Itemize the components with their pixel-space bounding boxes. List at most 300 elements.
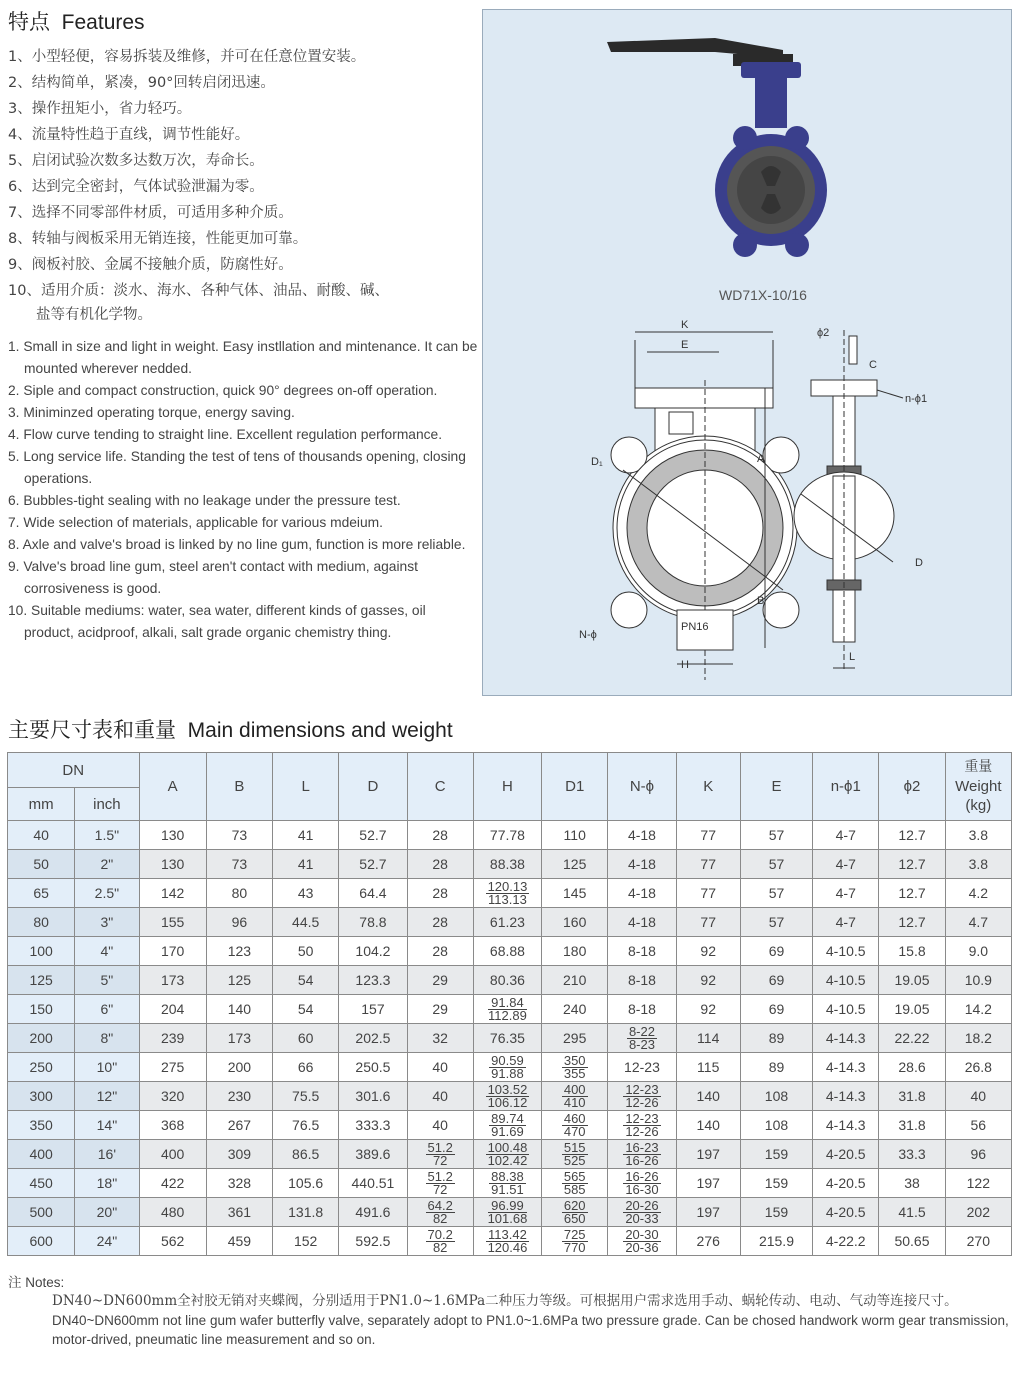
stacked-value bbox=[562, 1081, 588, 1110]
dim-h-label: H bbox=[681, 659, 689, 671]
cell-d: 301.6 bbox=[339, 1082, 407, 1111]
feature-cn-item: 7、选择不同零部件材质，可适用多种介质。 bbox=[8, 205, 293, 221]
dim-d1-label: D₁ bbox=[591, 456, 603, 468]
cell-l: 66 bbox=[273, 1053, 339, 1082]
cell-dn-mm: 50 bbox=[8, 850, 75, 879]
cell-n-phi1: 4-7 bbox=[813, 879, 879, 908]
stacked-value bbox=[623, 1110, 660, 1139]
cell-weight: 14.2 bbox=[945, 995, 1011, 1024]
feature-cn-item: 8、转轴与阀板采用无销连接，性能更加可靠。 bbox=[8, 231, 308, 247]
cell-k: 276 bbox=[676, 1227, 740, 1256]
cell-a: 400 bbox=[139, 1140, 206, 1169]
cell-weight: 96 bbox=[945, 1140, 1011, 1169]
cell-k: 197 bbox=[676, 1198, 740, 1227]
cell-h bbox=[473, 1053, 541, 1082]
cell-n-phi1: 4-7 bbox=[813, 908, 879, 937]
dim-e-label: E bbox=[681, 339, 689, 351]
stacked-value-bottom: 20-36 bbox=[625, 1239, 659, 1255]
cell-n-phi bbox=[608, 1140, 676, 1169]
dim-phi2-label: ϕ2 bbox=[817, 327, 830, 339]
header-inch: inch bbox=[75, 788, 139, 821]
stacked-value-bottom: 91.88 bbox=[491, 1065, 524, 1081]
cell-c bbox=[407, 1140, 473, 1169]
dimensions-title-cn: 主要尺寸表和重量 bbox=[8, 718, 176, 742]
dim-c-label: C bbox=[869, 359, 877, 371]
cell-dn-inch: 3" bbox=[75, 908, 139, 937]
cell-dn-inch: 2.5" bbox=[75, 879, 139, 908]
stacked-value bbox=[562, 1139, 588, 1168]
cell-d1: 110 bbox=[542, 821, 608, 850]
stacked-value-bottom: 72 bbox=[432, 1152, 448, 1168]
cell-dn-inch: 24" bbox=[75, 1227, 139, 1256]
cell-dn-mm: 600 bbox=[8, 1227, 75, 1256]
cell-dn-mm: 40 bbox=[8, 821, 75, 850]
cell-d1: 295 bbox=[542, 1024, 608, 1053]
cell-dn-mm: 500 bbox=[8, 1198, 75, 1227]
cell-n-phi: 4-18 bbox=[608, 850, 676, 879]
stacked-value-top: 12-23 bbox=[625, 1081, 659, 1097]
feature-cn-item-continuation: 盐等有机化学物。 bbox=[36, 307, 152, 323]
dimensions-title bbox=[8, 714, 453, 744]
feature-en-item: 6. Bubbles-tight sealing with no leakage under the pressure test. bbox=[8, 493, 401, 508]
stacked-value-bottom: 101.68 bbox=[487, 1210, 528, 1226]
cell-h: 80.36 bbox=[473, 966, 541, 995]
feature-en-item: 8. Axle and valve's broad is linked by no line gum, function is more reliable. bbox=[8, 537, 466, 552]
feature-en-item: 2. Siple and compact construction, quick 90° degrees on-off operation. bbox=[8, 383, 438, 398]
side-view-drawing bbox=[794, 330, 903, 670]
cell-a: 130 bbox=[139, 850, 206, 879]
feature-en-item: 5. Long service life. Standing the test of tens of thousands opening, closing operations. bbox=[8, 449, 466, 486]
cell-n-phi1: 4-7 bbox=[813, 850, 879, 879]
pn16-label: PN16 bbox=[681, 621, 709, 633]
cell-c: 40 bbox=[407, 1053, 473, 1082]
dim-n-phi-label: N-ϕ bbox=[579, 629, 597, 641]
stacked-value-top: 725 bbox=[563, 1226, 586, 1242]
dim-l-label: L bbox=[849, 651, 856, 663]
stacked-value bbox=[623, 1139, 660, 1168]
table-row bbox=[8, 1082, 1012, 1111]
cell-b: 73 bbox=[206, 850, 272, 879]
cell-phi2: 50.65 bbox=[879, 1227, 945, 1256]
cell-c: 28 bbox=[407, 937, 473, 966]
stacked-value bbox=[562, 1197, 588, 1226]
cell-n-phi bbox=[608, 1024, 676, 1053]
stacked-value bbox=[486, 1226, 529, 1255]
cell-a: 130 bbox=[139, 821, 206, 850]
feature-en-item: 10. Suitable mediums: water, sea water, different kinds of gasses, oil product, acidproof, alkali, salt grade organic chemistry thing. bbox=[8, 603, 426, 640]
cell-n-phi1: 4-10.5 bbox=[813, 966, 879, 995]
cell-n-phi1: 4-14.3 bbox=[813, 1024, 879, 1053]
cell-c bbox=[407, 1227, 473, 1256]
stacked-value-top: 113.42 bbox=[488, 1226, 527, 1242]
feature-en-item: 3. Miniminzed operating torque, energy saving. bbox=[8, 405, 295, 420]
feature-cn-item: 10、适用介质：淡水、海水、各种气体、油品、耐酸、碱、 bbox=[8, 283, 389, 299]
feature-cn-item: 2、结构简单，紧凑，90°回转启闭迅速。 bbox=[8, 75, 275, 91]
cell-weight: 3.8 bbox=[945, 821, 1011, 850]
cell-dn-mm: 125 bbox=[8, 966, 75, 995]
cell-phi2: 41.5 bbox=[879, 1198, 945, 1227]
stacked-value bbox=[489, 1168, 526, 1197]
cell-weight: 3.8 bbox=[945, 850, 1011, 879]
cell-n-phi1: 4-20.5 bbox=[813, 1198, 879, 1227]
cell-phi2: 12.7 bbox=[879, 879, 945, 908]
stacked-value bbox=[562, 1110, 588, 1139]
header-weight bbox=[945, 753, 1011, 821]
cell-d: 104.2 bbox=[339, 937, 407, 966]
table-row bbox=[8, 1198, 1012, 1227]
cell-dn-mm: 200 bbox=[8, 1024, 75, 1053]
cell-n-phi: 12-23 bbox=[608, 1053, 676, 1082]
cell-b: 173 bbox=[206, 1024, 272, 1053]
stacked-value-bottom: 102.42 bbox=[487, 1152, 528, 1168]
stacked-value-top: 350 bbox=[563, 1052, 586, 1068]
stacked-value bbox=[487, 1197, 528, 1226]
cell-d1: 160 bbox=[542, 908, 608, 937]
cell-b: 361 bbox=[206, 1198, 272, 1227]
cell-h bbox=[473, 879, 541, 908]
feature-cn-item: 6、达到完全密封，气体试验泄漏为零。 bbox=[8, 179, 264, 195]
stacked-value bbox=[426, 1226, 455, 1255]
cell-e: 57 bbox=[740, 850, 812, 879]
cell-l: 41 bbox=[273, 821, 339, 850]
cell-d: 52.7 bbox=[339, 821, 407, 850]
dimensions-table-body bbox=[8, 821, 1012, 1256]
cell-e: 89 bbox=[740, 1053, 812, 1082]
stacked-value-top: 100.48 bbox=[487, 1139, 528, 1155]
cell-phi2: 12.7 bbox=[879, 821, 945, 850]
cell-b: 267 bbox=[206, 1111, 272, 1140]
cell-h: 61.23 bbox=[473, 908, 541, 937]
cell-weight: 4.7 bbox=[945, 908, 1011, 937]
stacked-value-top: 12-23 bbox=[625, 1110, 659, 1126]
stacked-value-top: 88.38 bbox=[491, 1168, 524, 1184]
header-e: E bbox=[740, 753, 812, 821]
stacked-value bbox=[562, 1226, 588, 1255]
cell-n-phi: 4-18 bbox=[608, 879, 676, 908]
cell-h: 88.38 bbox=[473, 850, 541, 879]
cell-l: 152 bbox=[273, 1227, 339, 1256]
stacked-value bbox=[623, 1168, 660, 1197]
stacked-value-top: 89.74 bbox=[491, 1110, 524, 1126]
dim-n-phi1-label: n-ϕ1 bbox=[905, 393, 928, 405]
stacked-value-bottom: 525 bbox=[563, 1152, 586, 1168]
stacked-value-top: 16-26 bbox=[625, 1168, 659, 1184]
stacked-value bbox=[489, 1052, 526, 1081]
stacked-value-top: 64.2 bbox=[427, 1197, 453, 1213]
cell-d: 202.5 bbox=[339, 1024, 407, 1053]
cell-b: 230 bbox=[206, 1082, 272, 1111]
stacked-value-bottom: 113.13 bbox=[488, 891, 527, 907]
cell-a: 368 bbox=[139, 1111, 206, 1140]
stacked-value-top: 400 bbox=[563, 1081, 586, 1097]
cell-n-phi: 8-18 bbox=[608, 937, 676, 966]
cell-d1: 210 bbox=[542, 966, 608, 995]
cell-dn-inch: 4" bbox=[75, 937, 139, 966]
cell-c: 40 bbox=[407, 1082, 473, 1111]
cell-n-phi: 8-18 bbox=[608, 995, 676, 1024]
cell-d1 bbox=[542, 1227, 608, 1256]
table-row bbox=[8, 850, 1012, 879]
table-row bbox=[8, 821, 1012, 850]
cell-d: 389.6 bbox=[339, 1140, 407, 1169]
header-h: H bbox=[473, 753, 541, 821]
stacked-value-bottom: 12-26 bbox=[625, 1094, 659, 1110]
cell-a: 480 bbox=[139, 1198, 206, 1227]
cell-a: 173 bbox=[139, 966, 206, 995]
cell-n-phi1: 4-14.3 bbox=[813, 1082, 879, 1111]
cell-l: 54 bbox=[273, 966, 339, 995]
stacked-value bbox=[426, 1139, 455, 1168]
cell-a: 239 bbox=[139, 1024, 206, 1053]
notes-cn: DN40~DN600mm全衬胶无销对夹蝶阀，分别适用于PN1.0~1.6MPa二种压力等级。可根据用户需求选用手动、蜗轮传动、电动、气动等连接尺寸。 bbox=[52, 1293, 958, 1309]
stacked-value-bottom: 106.12 bbox=[487, 1094, 528, 1110]
header-weight-en: Weight bbox=[955, 778, 1002, 795]
header-l: L bbox=[273, 753, 339, 821]
cell-e: 57 bbox=[740, 821, 812, 850]
cell-e: 215.9 bbox=[740, 1227, 812, 1256]
stacked-value-top: 103.52 bbox=[487, 1081, 528, 1097]
cell-e: 159 bbox=[740, 1198, 812, 1227]
cell-e: 108 bbox=[740, 1111, 812, 1140]
feature-cn-item: 9、阀板衬胶、金属不接触介质，防腐性好。 bbox=[8, 257, 293, 273]
stacked-value-bottom: 16-26 bbox=[625, 1152, 659, 1168]
cell-c: 28 bbox=[407, 850, 473, 879]
stacked-value bbox=[426, 1168, 455, 1197]
stacked-value-top: 91.84 bbox=[488, 997, 527, 1010]
cell-l: 131.8 bbox=[273, 1198, 339, 1227]
cell-l: 41 bbox=[273, 850, 339, 879]
valve-photo bbox=[607, 38, 827, 257]
cell-h: 77.78 bbox=[473, 821, 541, 850]
cell-a: 422 bbox=[139, 1169, 206, 1198]
stacked-value-top: 20-30 bbox=[625, 1226, 659, 1242]
stacked-value-bottom: 20-33 bbox=[625, 1210, 659, 1226]
cell-phi2: 31.8 bbox=[879, 1082, 945, 1111]
stacked-value-top: 20-26 bbox=[625, 1197, 659, 1213]
cell-a: 155 bbox=[139, 908, 206, 937]
cell-d: 52.7 bbox=[339, 850, 407, 879]
cell-dn-inch: 16' bbox=[75, 1140, 139, 1169]
stacked-value bbox=[426, 1197, 455, 1226]
cell-d: 78.8 bbox=[339, 908, 407, 937]
stacked-value bbox=[486, 1139, 530, 1168]
cell-phi2: 12.7 bbox=[879, 908, 945, 937]
cell-weight: 202 bbox=[945, 1198, 1011, 1227]
cell-n-phi: 4-18 bbox=[608, 821, 676, 850]
cell-c bbox=[407, 1169, 473, 1198]
cell-b: 140 bbox=[206, 995, 272, 1024]
cell-e: 57 bbox=[740, 908, 812, 937]
cell-l: 76.5 bbox=[273, 1111, 339, 1140]
header-dn: DN bbox=[8, 753, 140, 788]
cell-b: 459 bbox=[206, 1227, 272, 1256]
cell-weight: 9.0 bbox=[945, 937, 1011, 966]
cell-h bbox=[473, 1111, 541, 1140]
cell-c: 29 bbox=[407, 966, 473, 995]
stacked-value-bottom: 72 bbox=[432, 1181, 448, 1197]
cell-b: 309 bbox=[206, 1140, 272, 1169]
cell-dn-inch: 10" bbox=[75, 1053, 139, 1082]
cell-h bbox=[473, 1198, 541, 1227]
table-row bbox=[8, 995, 1012, 1024]
cell-n-phi: 4-18 bbox=[608, 908, 676, 937]
stacked-value bbox=[562, 1052, 588, 1081]
cell-n-phi1: 4-20.5 bbox=[813, 1140, 879, 1169]
stacked-value bbox=[562, 1168, 588, 1197]
cell-phi2: 15.8 bbox=[879, 937, 945, 966]
stacked-value-bottom: 16-30 bbox=[625, 1181, 659, 1197]
cell-weight: 56 bbox=[945, 1111, 1011, 1140]
stacked-value-bottom: 770 bbox=[563, 1239, 586, 1255]
header-k: K bbox=[676, 753, 740, 821]
cell-k: 77 bbox=[676, 908, 740, 937]
stacked-value-top: 565 bbox=[563, 1168, 586, 1184]
features-cn-list bbox=[8, 44, 468, 328]
dimensions-title-en: Main dimensions and weight bbox=[187, 719, 453, 742]
cell-a: 142 bbox=[139, 879, 206, 908]
cell-b: 123 bbox=[206, 937, 272, 966]
features-en-list bbox=[8, 336, 478, 644]
cell-l: 54 bbox=[273, 995, 339, 1024]
cell-dn-mm: 65 bbox=[8, 879, 75, 908]
header-n-phi: N-ϕ bbox=[608, 753, 676, 821]
stacked-value bbox=[486, 1081, 530, 1110]
cell-dn-mm: 350 bbox=[8, 1111, 75, 1140]
cell-d1 bbox=[542, 1169, 608, 1198]
cell-c: 28 bbox=[407, 908, 473, 937]
table-row bbox=[8, 879, 1012, 908]
model-label: WD71X-10/16 bbox=[719, 287, 807, 303]
stacked-value-top: 515 bbox=[563, 1139, 586, 1155]
cell-d: 491.6 bbox=[339, 1198, 407, 1227]
cell-a: 170 bbox=[139, 937, 206, 966]
cell-weight: 270 bbox=[945, 1227, 1011, 1256]
cell-h bbox=[473, 1227, 541, 1256]
cell-e: 89 bbox=[740, 1024, 812, 1053]
cell-e: 159 bbox=[740, 1140, 812, 1169]
cell-d1: 180 bbox=[542, 937, 608, 966]
stacked-value-top: 51.2 bbox=[427, 1139, 453, 1155]
cell-phi2: 28.6 bbox=[879, 1053, 945, 1082]
cell-dn-inch: 12" bbox=[75, 1082, 139, 1111]
cell-e: 108 bbox=[740, 1082, 812, 1111]
dim-b-label: B bbox=[757, 595, 765, 607]
cell-k: 77 bbox=[676, 850, 740, 879]
stacked-value bbox=[623, 1197, 660, 1226]
cell-k: 115 bbox=[676, 1053, 740, 1082]
stacked-value-top: 51.2 bbox=[427, 1168, 453, 1184]
cell-weight: 10.9 bbox=[945, 966, 1011, 995]
cell-d: 250.5 bbox=[339, 1053, 407, 1082]
notes bbox=[8, 1273, 1018, 1349]
table-row bbox=[8, 908, 1012, 937]
cell-e: 69 bbox=[740, 937, 812, 966]
cell-k: 197 bbox=[676, 1169, 740, 1198]
cell-phi2: 19.05 bbox=[879, 966, 945, 995]
cell-b: 73 bbox=[206, 821, 272, 850]
notes-label: 注 Notes: bbox=[8, 1275, 65, 1290]
cell-b: 328 bbox=[206, 1169, 272, 1198]
feature-en-item: 4. Flow curve tending to straight line. Excellent regulation performance. bbox=[8, 427, 443, 442]
cell-h: 68.88 bbox=[473, 937, 541, 966]
stacked-value-bottom: 82 bbox=[432, 1239, 448, 1255]
stacked-value-top: 460 bbox=[563, 1110, 586, 1126]
header-weight-unit: (kg) bbox=[965, 797, 992, 814]
table-row bbox=[8, 1227, 1012, 1256]
cell-b: 125 bbox=[206, 966, 272, 995]
cell-dn-mm: 450 bbox=[8, 1169, 75, 1198]
cell-n-phi bbox=[608, 1198, 676, 1227]
cell-dn-mm: 150 bbox=[8, 995, 75, 1024]
cell-h bbox=[473, 1140, 541, 1169]
header-n-phi1: n-ϕ1 bbox=[813, 753, 879, 821]
cell-d1 bbox=[542, 1140, 608, 1169]
dim-d-label: D bbox=[915, 557, 923, 569]
product-panel bbox=[482, 9, 1012, 696]
cell-phi2: 22.22 bbox=[879, 1024, 945, 1053]
cell-d1: 240 bbox=[542, 995, 608, 1024]
cell-n-phi1: 4-22.2 bbox=[813, 1227, 879, 1256]
table-row bbox=[8, 966, 1012, 995]
header-b: B bbox=[206, 753, 272, 821]
cell-dn-mm: 80 bbox=[8, 908, 75, 937]
cell-dn-mm: 100 bbox=[8, 937, 75, 966]
stacked-value-bottom: 12-26 bbox=[625, 1123, 659, 1139]
cell-weight: 4.2 bbox=[945, 879, 1011, 908]
cell-d1: 125 bbox=[542, 850, 608, 879]
cell-weight: 18.2 bbox=[945, 1024, 1011, 1053]
stacked-value-bottom: 650 bbox=[563, 1210, 586, 1226]
cell-dn-inch: 14" bbox=[75, 1111, 139, 1140]
table-row bbox=[8, 1111, 1012, 1140]
cell-l: 105.6 bbox=[273, 1169, 339, 1198]
cell-d: 592.5 bbox=[339, 1227, 407, 1256]
header-weight-cn: 重量 bbox=[964, 759, 993, 775]
dim-a-label: A bbox=[757, 453, 765, 465]
cell-c: 28 bbox=[407, 879, 473, 908]
stacked-value-bottom: 410 bbox=[563, 1094, 586, 1110]
cell-phi2: 33.3 bbox=[879, 1140, 945, 1169]
dim-k-label: K bbox=[681, 319, 689, 331]
feature-cn-item: 5、启闭试验次数多达数万次，寿命长。 bbox=[8, 153, 264, 169]
header-d: D bbox=[339, 753, 407, 821]
cell-dn-inch: 20" bbox=[75, 1198, 139, 1227]
cell-k: 77 bbox=[676, 821, 740, 850]
header-a: A bbox=[139, 753, 206, 821]
cell-n-phi1: 4-14.3 bbox=[813, 1053, 879, 1082]
cell-b: 96 bbox=[206, 908, 272, 937]
dimensions-table bbox=[7, 752, 1012, 1256]
cell-dn-mm: 250 bbox=[8, 1053, 75, 1082]
cell-l: 43 bbox=[273, 879, 339, 908]
cell-phi2: 38 bbox=[879, 1169, 945, 1198]
feature-cn-item: 3、操作扭矩小，省力轻巧。 bbox=[8, 101, 192, 117]
cell-l: 86.5 bbox=[273, 1140, 339, 1169]
header-mm: mm bbox=[8, 788, 75, 821]
cell-c: 40 bbox=[407, 1111, 473, 1140]
stacked-value-bottom: 470 bbox=[563, 1123, 586, 1139]
cell-c: 29 bbox=[407, 995, 473, 1024]
cell-n-phi1: 4-14.3 bbox=[813, 1111, 879, 1140]
valve-illustration bbox=[483, 10, 1011, 695]
cell-dn-inch: 18" bbox=[75, 1169, 139, 1198]
stacked-value-bottom: 82 bbox=[432, 1210, 448, 1226]
stacked-value bbox=[627, 1023, 657, 1052]
stacked-value-top: 96.99 bbox=[488, 1200, 528, 1213]
cell-dn-inch: 5" bbox=[75, 966, 139, 995]
cell-e: 69 bbox=[740, 995, 812, 1024]
feature-en-item: 9. Valve's broad line gum, steel aren't contact with medium, against corrosiveness is good. bbox=[8, 559, 418, 596]
